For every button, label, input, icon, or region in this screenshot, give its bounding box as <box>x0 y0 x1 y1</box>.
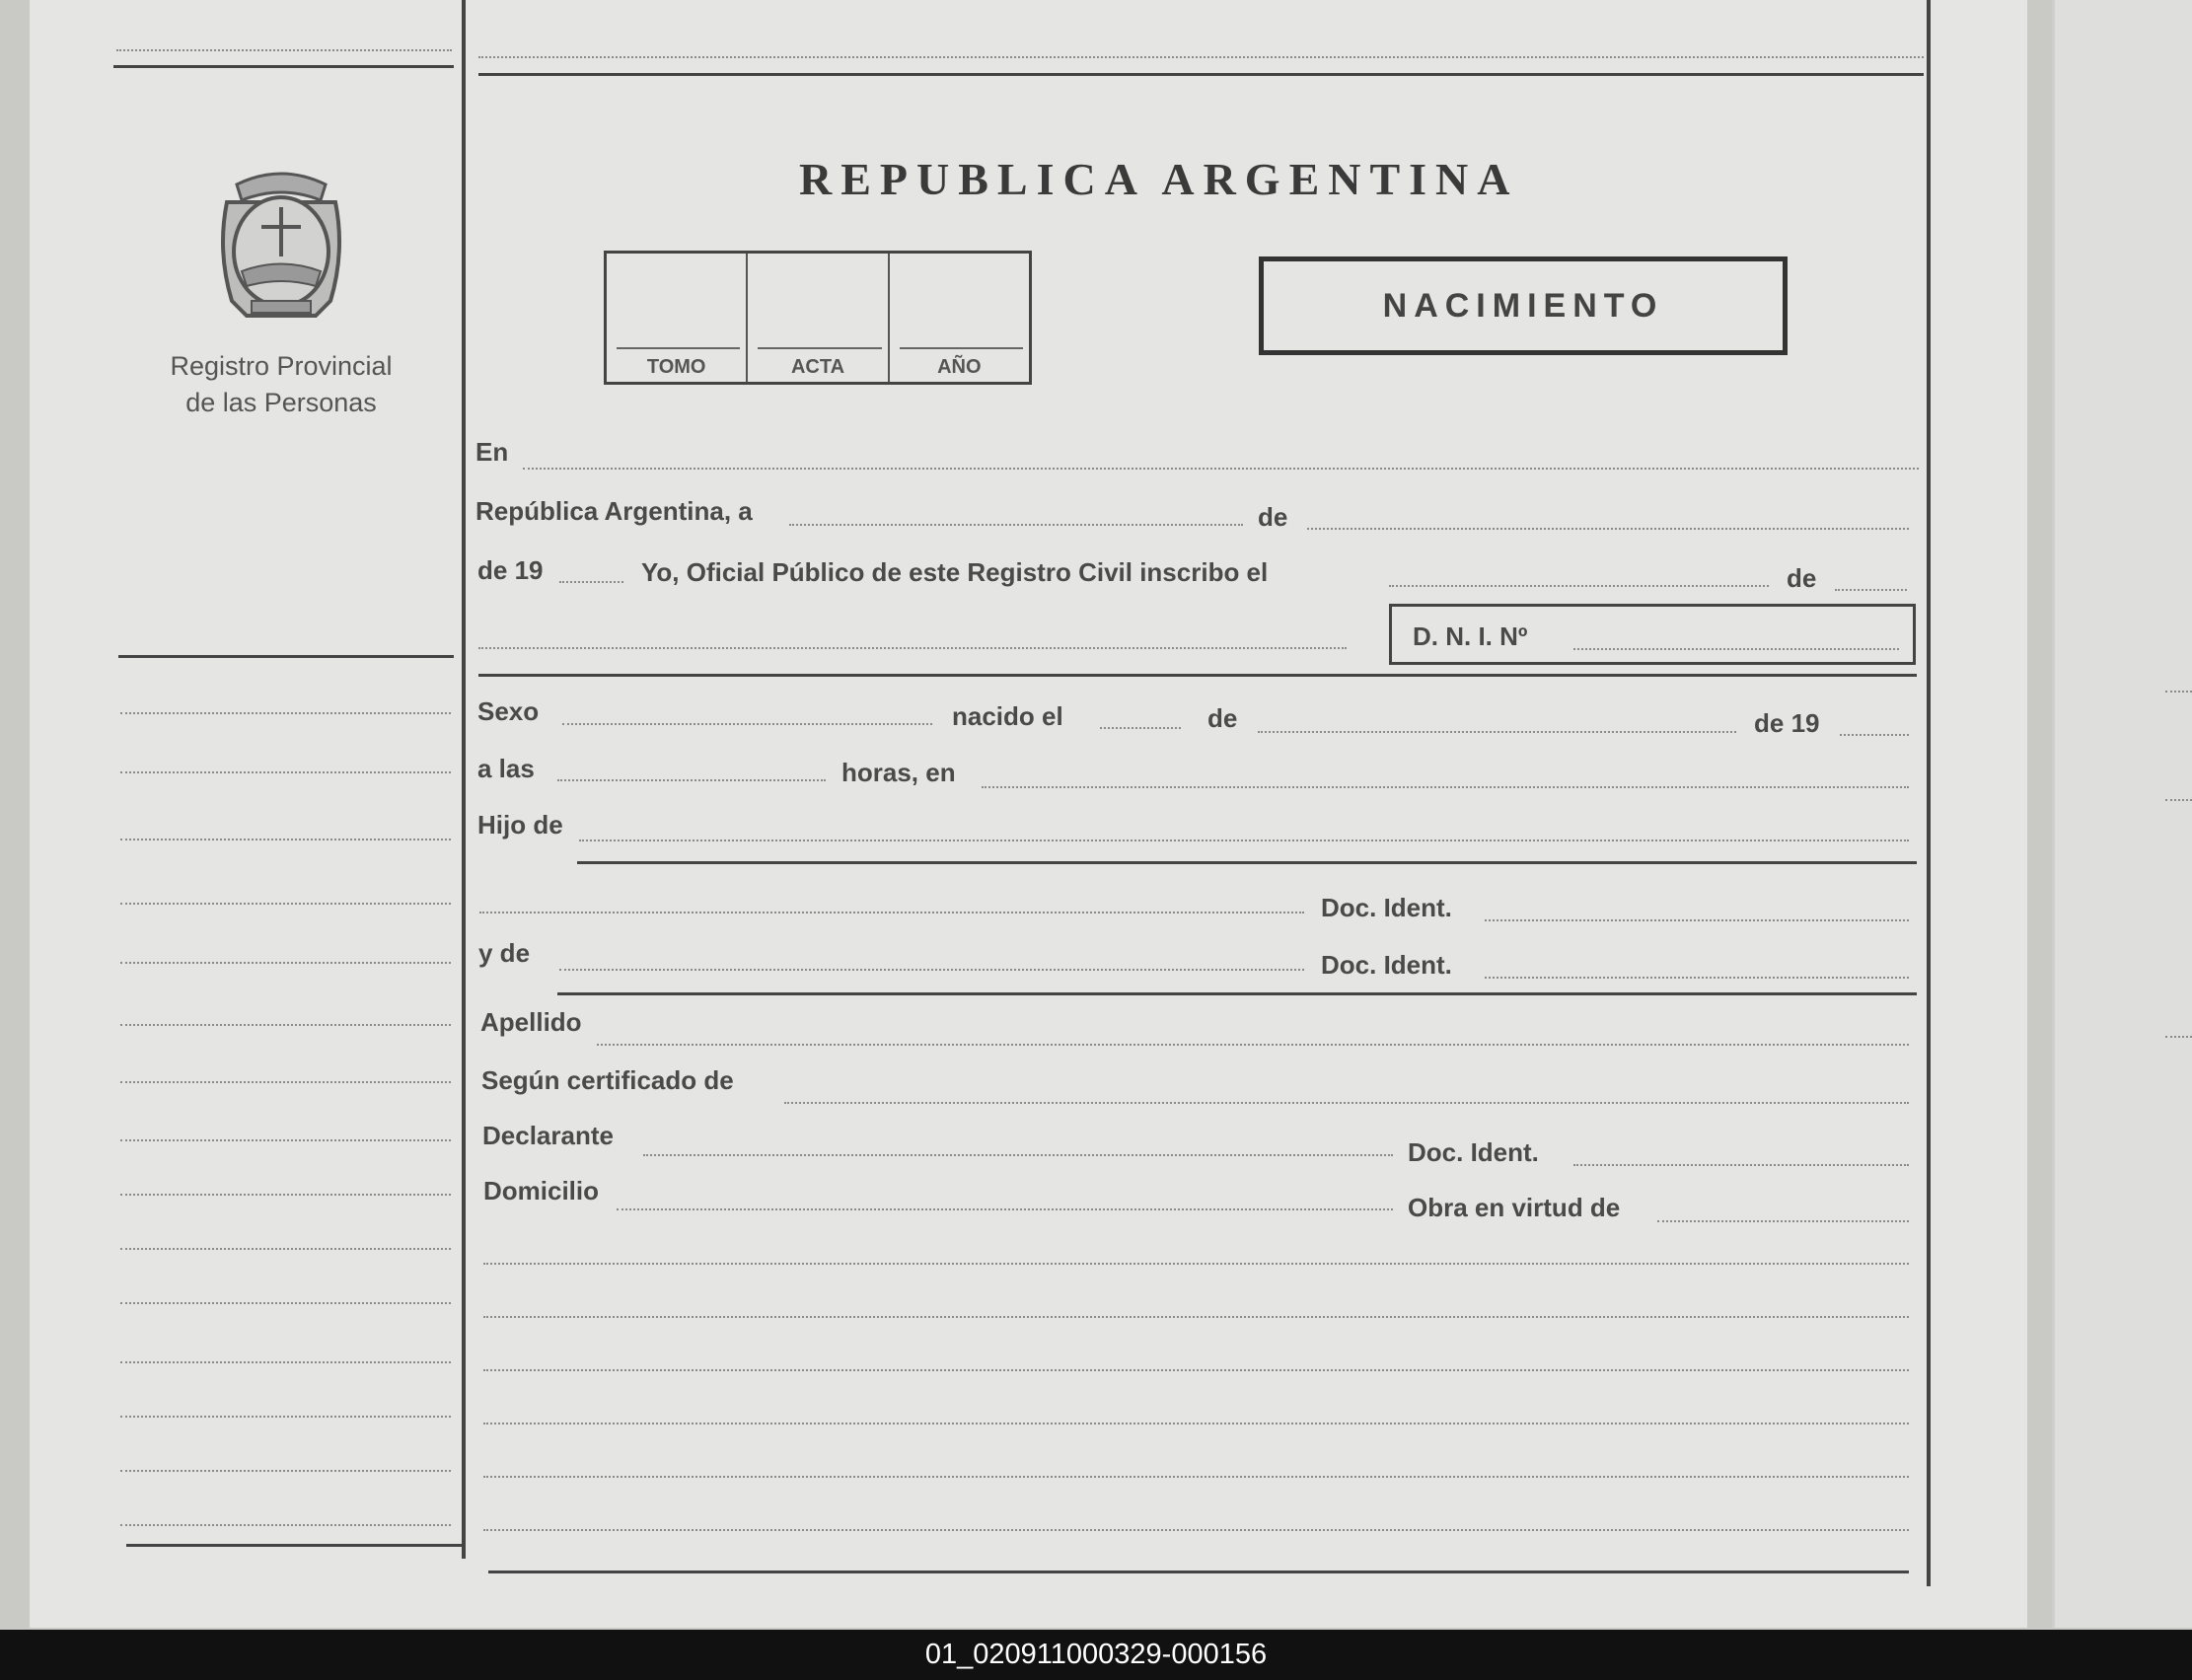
stub-dotted-line <box>120 1248 451 1250</box>
republica-label: República Argentina, a <box>475 496 753 526</box>
y-de-label: y de <box>478 938 531 968</box>
hijo-de-label: Hijo de <box>477 810 563 840</box>
sexo-label: Sexo <box>477 696 540 726</box>
acta-label: ACTA <box>790 356 845 378</box>
stub-dotted-line <box>120 1139 451 1141</box>
domicilio-label: Domicilio <box>483 1176 600 1205</box>
notes-line[interactable] <box>483 1263 1909 1265</box>
obra-en-virtud-label: Obra en virtud de <box>1408 1193 1621 1222</box>
top-rule-left <box>113 65 454 68</box>
stub-dotted-line <box>120 771 451 773</box>
stub-divider-line <box>462 0 466 1559</box>
de-label-1: de <box>1258 502 1288 532</box>
certificado-field[interactable] <box>784 1102 1909 1104</box>
stub-dotted-line <box>120 1302 451 1304</box>
day-field[interactable] <box>789 524 1243 526</box>
top-dotted-line-left <box>116 49 452 51</box>
stub-dotted-line <box>120 1470 451 1472</box>
top-dotted-line-main <box>478 56 1924 58</box>
year-prefix-label-1: de 19 <box>477 555 544 585</box>
notes-line[interactable] <box>483 1423 1909 1424</box>
stub-rule-1 <box>118 655 454 658</box>
hour-field[interactable] <box>557 779 826 781</box>
year-prefix-label-2: de 19 <box>1754 708 1820 738</box>
apellido-field[interactable] <box>597 1044 1909 1046</box>
bottom-rule <box>488 1570 1909 1573</box>
inscription-field[interactable] <box>1389 585 1769 587</box>
footer-bar <box>0 1630 2192 1680</box>
adjacent-page <box>2052 0 2192 1628</box>
doc-ident-label-3: Doc. Ident. <box>1408 1137 1539 1167</box>
doc-ident-label-1: Doc. Ident. <box>1321 893 1452 922</box>
provincia-misiones-seal-icon <box>207 163 355 326</box>
document-title: REPUBLICA ARGENTINA <box>799 154 1519 204</box>
acta-cell[interactable] <box>748 254 889 382</box>
registry-reference-table <box>604 251 1032 385</box>
de-label-3: de <box>1207 703 1238 733</box>
mother-name-field[interactable] <box>559 969 1304 971</box>
registry-office-line1: Registro Provincial <box>170 351 393 381</box>
stub-dotted-line <box>120 1361 451 1363</box>
apellido-label: Apellido <box>480 1007 582 1037</box>
birth-day-field[interactable] <box>1100 727 1181 729</box>
notes-line[interactable] <box>483 1369 1909 1371</box>
registry-office-line2: de las Personas <box>185 388 377 417</box>
stub-dotted-line <box>120 1024 451 1026</box>
yo-oficial-label: Yo, Oficial Público de este Registro Civil inscribo el <box>641 557 1269 587</box>
nacido-el-label: nacido el <box>952 701 1063 731</box>
stub-dotted-line <box>120 712 451 714</box>
ano-cell[interactable] <box>890 254 1029 382</box>
father-name-field[interactable] <box>479 912 1304 913</box>
parent-field[interactable] <box>579 840 1909 841</box>
dni-field[interactable] <box>1573 648 1899 650</box>
tomo-label: TOMO <box>646 356 706 378</box>
declarante-doc-field[interactable] <box>1573 1164 1909 1166</box>
tomo-cell[interactable] <box>607 254 748 382</box>
birth-month-field[interactable] <box>1258 731 1736 733</box>
en-label: En <box>475 437 509 467</box>
adjacent-page-line <box>2165 799 2192 801</box>
month-field[interactable] <box>1307 528 1909 530</box>
year-field-1[interactable] <box>559 581 623 583</box>
top-rule-main <box>478 73 1924 76</box>
mother-doc-field[interactable] <box>1485 977 1909 979</box>
image-id-label: 01_020911000329-000156 <box>924 1639 1268 1670</box>
sexo-field[interactable] <box>562 723 932 725</box>
obra-en-virtud-field[interactable] <box>1657 1220 1909 1222</box>
section-rule-1 <box>478 674 1917 677</box>
adjacent-page-line <box>2165 691 2192 693</box>
doc-ident-label-2: Doc. Ident. <box>1321 950 1452 980</box>
declarante-field[interactable] <box>643 1154 1393 1156</box>
stub-bottom-rule <box>126 1544 462 1547</box>
section-rule-3 <box>557 992 1917 995</box>
de-label-2: de <box>1787 563 1817 593</box>
inscription-month-field[interactable] <box>1835 589 1907 591</box>
father-doc-field[interactable] <box>1485 919 1909 921</box>
stub-dotted-line <box>120 1081 451 1083</box>
birth-year-field[interactable] <box>1840 734 1909 736</box>
stub-dotted-line <box>120 1524 451 1526</box>
name-field[interactable] <box>478 647 1347 649</box>
adjacent-page-line <box>2165 1036 2192 1038</box>
segun-certificado-label: Según certificado de <box>481 1065 734 1095</box>
section-rule-2 <box>577 861 1917 864</box>
stub-dotted-line <box>120 1416 451 1418</box>
record-type-box: NACIMIENTO <box>1259 256 1788 355</box>
notes-line[interactable] <box>483 1316 1909 1318</box>
stub-dotted-line <box>120 962 451 964</box>
en-field[interactable] <box>523 468 1919 470</box>
stub-dotted-line <box>120 839 451 840</box>
dni-label: D. N. I. Nº <box>1413 621 1528 651</box>
horas-en-label: horas, en <box>841 758 956 787</box>
ano-label: AÑO <box>937 356 982 378</box>
domicilio-field[interactable] <box>617 1208 1393 1210</box>
stub-dotted-line <box>120 903 451 905</box>
form-right-border <box>1927 0 1931 1586</box>
birth-place-field[interactable] <box>982 786 1909 788</box>
declarante-label: Declarante <box>482 1121 614 1150</box>
notes-line[interactable] <box>483 1476 1909 1478</box>
stub-dotted-line <box>120 1194 451 1196</box>
notes-line[interactable] <box>483 1529 1909 1531</box>
a-las-label: a las <box>477 754 535 783</box>
